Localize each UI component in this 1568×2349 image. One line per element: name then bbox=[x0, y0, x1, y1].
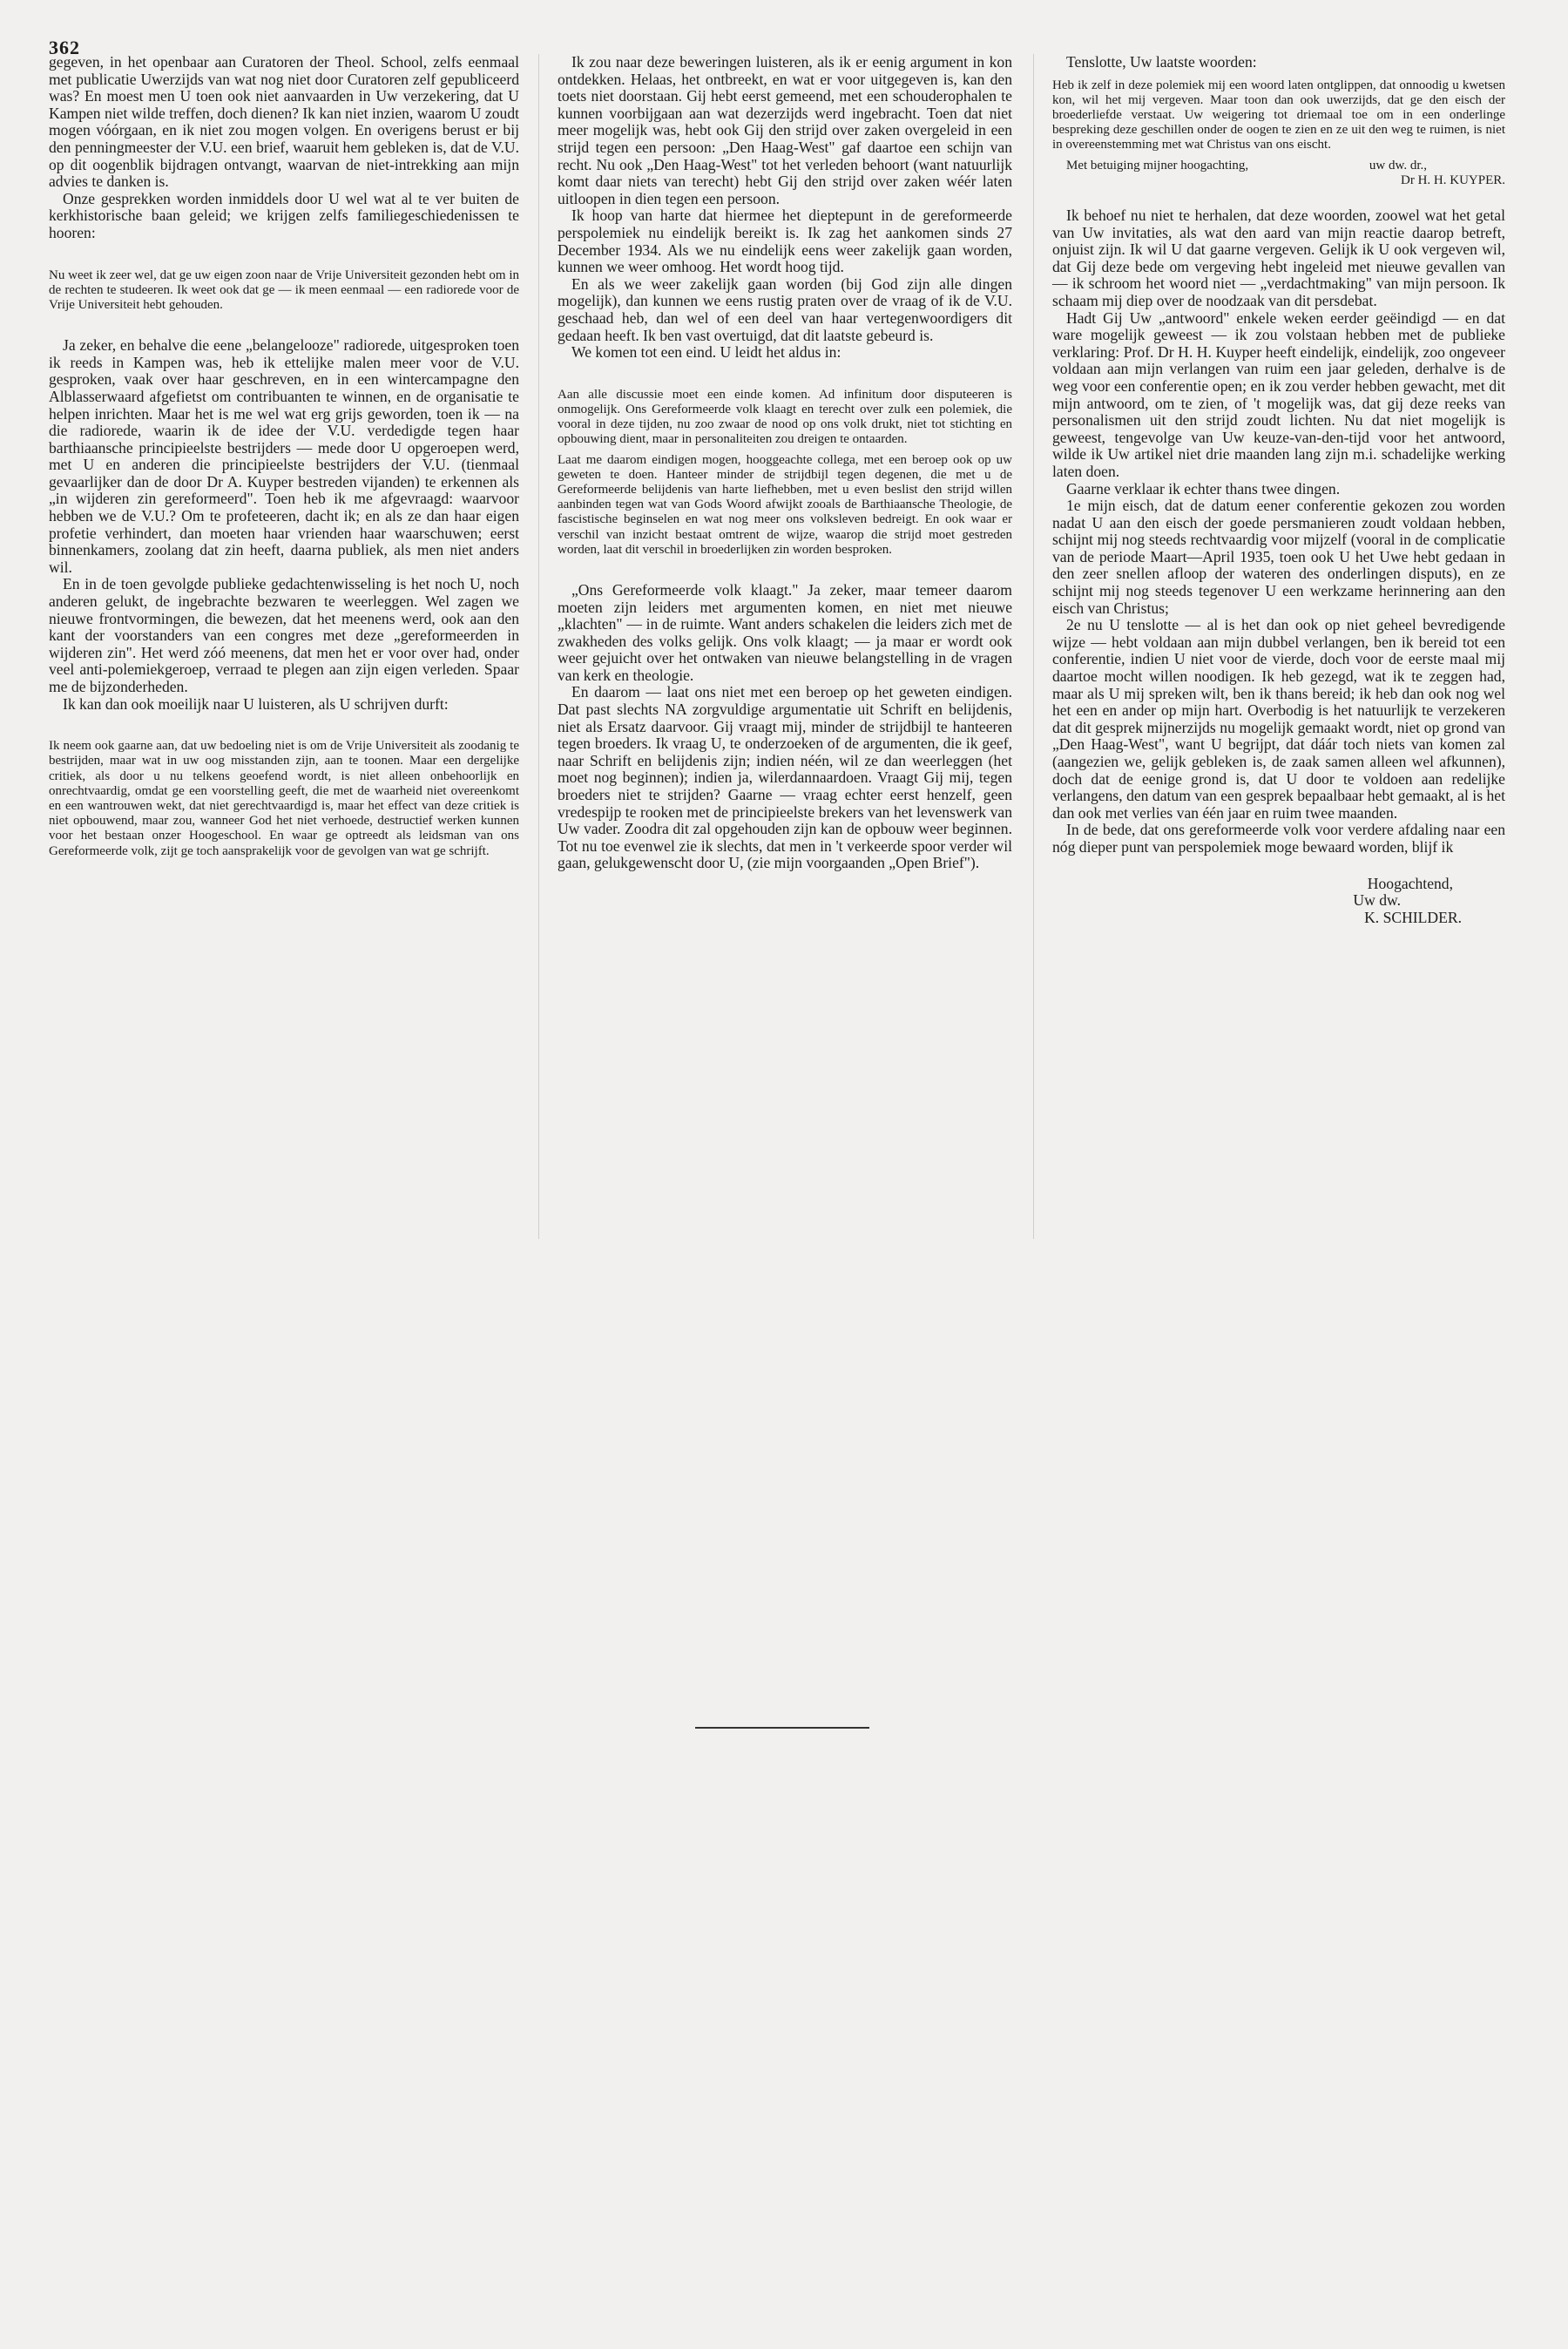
signature-uw: uw dw. dr., bbox=[1369, 158, 1427, 173]
closing-greeting: Hoogachtend, bbox=[1367, 874, 1453, 892]
quoted-signature bbox=[1052, 159, 1505, 188]
paragraph: 2e nu U tenslotte — al is het dan ook op niet geheel bevredigende wijze — hebt voldaan aan mijn dubbel verlangen, ben ik bereid tot een conferentie, indien U niet voor de vierde, doch voor de eerste maal mij daartoe mocht willen noodigen. Ik heb gezegd, wat ik te zeggen had, maar als U mij spreken wilt, ben ik thans bereid; ik heb dan ook nog wel het een en ander op mijn hart. Overbodig is het natuurlijk te verzekeren dat dit gesprek mijnerzijds nu mogelijk gemaakt wordt, niet op grond van „Den Haag-West", want U begrijpt, dat dáár toch niets van komen zal (aangezien we, gelijk gebleken is, de zaak samen alleen wel afkunnen), doch dat de eenige grond is, dat U door te voldoen aan redelijke verlangens, den datum van een gesprek bepaalbaar hebt gemaakt, al is het dan ook met verlies van één jaar en ruim twee maanden. bbox=[1052, 616, 1505, 822]
paragraph: En als we weer zakelijk gaan worden (bij God zijn alle dingen mogelijk), dan kunnen we eens rustig praten over de vraag of ik de V.U. geschaad heb, dan wel of een deel van haar vertegenwoordigers dit gedaan heeft. Ik ben vast overtuigd, dat dit laatste gebeurd is. bbox=[558, 274, 1012, 344]
paragraph: En in de toen gevolgde publieke gedachtenwisseling is het noch U, noch anderen gelukt, de ingebrachte bezwaren te weerleggen. Wel zagen we nieuwe frontvormingen, die bewezen, dat het meenens werd, ook aan den kant der voorstanders van een congres met deze „gereformeerden in wijderen zin". Het werd zóó meenens, dat men het er voor over had, onder veel anti-polemiekgeroep, verraad te plegen aan zijn eigen verleden. Spaar me de bijzonderheden. bbox=[49, 575, 519, 696]
column-left bbox=[49, 54, 519, 864]
column-middle bbox=[558, 54, 1012, 872]
column-divider bbox=[538, 54, 539, 1239]
quotation: Ik neem ook gaarne aan, dat uw bedoeling niet is om de Vrije Universiteit als zoodanig te bestrijden, maar wat in uw oog misstanden zijn, aan te toonen. Maar een dergelijke critiek, als door u nu telkens geoefend wordt, is niet alleen onbehoorlijk en onrechtvaardig, omdat ge een voorstelling geeft, die met de waarheid niet overeenkomt en een wantrouwen wekt, dat niet gerechtvaardigd is, maar het effect van deze critiek is niet opbouwend, maar zou, wanneer God het niet verhoede, destructief werken kunnen voor het bestaan onzer Hoogeschool. En waar ge optreedt als leidsman van ons Gereformeerde volk, zijt ge toch aansprakelijk voor de gevolgen van wat ge schrijft. bbox=[49, 739, 519, 858]
paragraph: In de bede, dat ons gereformeerde volk voor verdere afdaling naar een nóg dieper punt van perspolemiek moge bewaard worden, blijf ik bbox=[1052, 821, 1505, 856]
paragraph: Ja zeker, en behalve die eene „belangelooze" radiorede, uitgesproken toen ik reeds in Kampen was, heb ik ettelijke malen meer voor de V.U. gesproken, vaak over haar geschreven, en in een wintercampagne den Alblasserwaard afgefietst om contribuanten te winnen, en de organisatie te helpen inrichten. Maar het is me wel wat erg grijs geworden, toen ik — na die radiorede, waarin ik de idee der V.U. verdedigde tegen haar barthiaansche principieelste bestrijders — mede door U opgeroepen werd, met U en anderen die principieelste bestrijders der V.U. (tienmaal gevaarlijker dan de door Dr A. Kuyper bestreden vijanden) te erkennen als „in wijderen zin gereformeerd". Toen heb ik me afgevraagd: waarvoor hebben we de V.U.? Om te profeteeren, dacht ik; en als ze dan haar eigen profetie verhindert, dan moeten haar vrienden haar waarschuwen; eerst binnenkamers, zoolang dat zin heeft, daarna publiek, als men niet anders wil. bbox=[49, 336, 519, 576]
quotation: Laat me daarom eindigen mogen, hooggeachte collega, met een beroep ook op uw geweten te doen. Hanteer minder de strijdbijl tegen degenen, die met u de Gereformeerde belijdenis van harte liefhebben, met u even beslist den strijd willen aanbinden tegen wat van Gods Woord afwijkt zooals de Barthiaansche Theologie, de fascistische beginselen en wat nog meer ons volksleven bedreigt. En ook waar er verschil van inzicht bestaat omtrent de wijze, waarop die strijd moet gestreden worden, laat dit verschil in broederlijken zin worden besproken. bbox=[558, 452, 1012, 557]
quotation: Aan alle discussie moet een einde komen. Ad infinitum door disputeeren is onmogelijk. Ons Gereformeerde volk klaagt en terecht over zulk een polemiek, die vooral in deze tijden, nu zoo zwaar de nood op ons volk drukt, niet tot stichting en opbouwing dient, maar in personaliteiten zou dreigen te ontaarden. bbox=[558, 387, 1012, 447]
paragraph: Gaarne verklaar ik echter thans twee dingen. bbox=[1066, 479, 1341, 498]
paragraph: We komen tot een eind. U leidt het aldus in: bbox=[571, 343, 841, 362]
paragraph: Ik behoef nu niet te herhalen, dat deze woorden, zoowel wat het getal van Uw invitaties, als wat den aard van mijn reactie daarop betreft, onjuist zijn. Ik wil U dat gaarne vergeven. Gelijk ik U ook vergeven wil, dat Gij deze bede om vergeving hebt ingeleid met nieuwe gevallen van — ik schroom het woord niet — „verdachtmaking" van mijn persoon. Ik schaam mij diep over de noodzaak van dit persdebat. bbox=[1052, 206, 1505, 309]
column-divider bbox=[1033, 54, 1034, 1239]
end-rule bbox=[695, 1727, 869, 1729]
closing-signature bbox=[1052, 876, 1505, 927]
page-number: 362 bbox=[49, 37, 80, 58]
paragraph: Tenslotte, Uw laatste woorden: bbox=[1066, 53, 1257, 71]
paragraph: 1e mijn eisch, dat de datum eener conferentie gekozen zou worden nadat U aan den eisch der goede persmanieren zoudt voldaan hebben, schijnt mij nog steeds rechtvaardig voor mijzelf (vooral in de complicatie van de periode Maart—April 1935, toen ook U het Uwe hebt gedaan in den zeer snellen afloop der wateren des onderlingen disputs), en ze schijnt mij nog steeds tegenover U een werkzame herinnering aan den eisch van Christus; bbox=[1052, 497, 1505, 617]
quotation: Nu weet ik zeer wel, dat ge uw eigen zoon naar de Vrije Universiteit gezonden hebt om in de rechten te studeeren. Ik weet ook dat ge — ik meen eenmaal — een radiorede voor de Vrije Universiteit hebt gehouden. bbox=[49, 267, 519, 312]
paragraph: „Ons Gereformeerde volk klaagt." Ja zeker, maar temeer daarom moeten zijn leiders met argumenten komen, en niet met nieuwe „klachten" — in de ruimte. Want anders schakelen die leiders zich met de zwakheden des volks gelijk. Ons volk klaagt; — ja maar er wordt ook weer gejuicht over het ontwaken van nieuwe belangstelling in de vragen van kerk en theologie. bbox=[558, 580, 1012, 684]
closing-name: K. SCHILDER. bbox=[1364, 908, 1462, 926]
quotation: Heb ik zelf in deze polemiek mij een woord laten ontglippen, dat onnoodig u kwetsen kon, wil het mij vergeven. Maar toon dan ook uwerzijds, dat ge den eisch der broederliefde verstaat. Uw weigering tot driemaal toe om in een onderlinge bespreking deze geschillen onder de oogen te zien en ze uit den weg te ruimen, is niet in overeenstemming met wat Christus van ons eischt. bbox=[1052, 78, 1505, 152]
signature-greeting: Met betuiging mijner hoogachting, bbox=[1066, 158, 1249, 173]
closing-uw: Uw dw. bbox=[1353, 891, 1401, 910]
column-right bbox=[1052, 54, 1505, 926]
signature-name: Dr H. H. KUYPER. bbox=[1401, 173, 1505, 187]
paragraph: gegeven, in het openbaar aan Curatoren der Theol. School, zelfs eenmaal met publicatie Uwerzijds van wat nog niet door Curatoren zelf gepubliceerd was? En moest men U toen ook niet aanvaarden in Uw verzekering, dat U Kampen niet wilde treffen, doch dienen? Ik kan niet inzien, waarom U zoudt mogen vóórgaan, en ik niet zou mogen volgen. En overigens berust er bij den penningmeester der V.U. een brief, waaruit hem gebleken is, dat de V.U. op dit oogenblik bijdragen ontvangt, waarvan de niet-intrekking aan mijn advies te danken is. bbox=[49, 53, 520, 191]
paragraph: Ik hoop van harte dat hiermee het dieptepunt in de gereformeerde perspolemiek nu eindelijk bereikt is. Ik zag het aankomen sinds 27 December 1934. Als we nu eindelijk eens weer zakelijk gaan worden, kunnen we weer omhoog. Het wordt hoog tijd. bbox=[558, 206, 1012, 276]
paragraph: Onze gesprekken worden inmiddels door U wel wat al te ver buiten de kerkhistorische baan geleid; we krijgen zelfs familiegeschiedenissen te hooren: bbox=[49, 189, 519, 241]
paragraph: Ik kan dan ook moeilijk naar U luisteren, als U schrijven durft: bbox=[63, 694, 449, 713]
paragraph: Ik zou naar deze beweringen luisteren, als ik er eenig argument in kon ontdekken. Helaas, het ontbreekt, en wat er voor uitgegeven is, kan den toets niet doorstaan. Gij hebt eerst gemeend, met een schouderophalen te kunnen voorbijgaan aan wat dezerzijds werd ingebracht. Toen dat niet meer mogelijk was, hebt ook Gij den strijd over zaken overgeleid in een strijd tegen een persoon: „Den Haag-West" gaf daartoe een schijn van recht. Nu ook „Den Haag-West" tot het verleden behoort (want natuurlijk komt daar niets van terecht) hebt Gij den strijd over zaken wéér laten uitloopen in dien tegen een persoon. bbox=[558, 53, 1012, 207]
paragraph: En daarom — laat ons niet met een beroep op het geweten eindigen. Dat past slechts NA zorgvuldige argumentatie uit Schrift en belijdenis, niet als Ersatz daarvoor. Gij vraagt mij, minder de strijdbijl te hanteeren tegen broeders. Ik vraag U, te onderzoeken of de argumenten, die ik geef, naar Schrift en belijdenis zijn; indien néén, wil ze dan weerleggen (het moet nog beginnen); indien ja, wilerdannaardoen. Vraagt Gij mij, tegen broeders niet te strijden? Gaarne — vraag echter eerst henzelf, geen vredespijp te rooken met de principieelste brekers van het levenswerk van Uw vader. Zoodra dit zal opgehouden zijn kan de opbouw weer beginnen. Tot nu toe evenwel zie ik slechts, dat men in 't verkeerde spoor verder wil gaan, gelukgewenscht door U, (zie mijn voorgaanden „Open Brief"). bbox=[558, 683, 1012, 872]
paragraph: Hadt Gij Uw „antwoord" enkele weken eerder geëindigd — en dat ware mogelijk geweest — ik zou volstaan hebben met de publieke verklaring: Prof. Dr H. H. Kuyper heeft eindelijk, eindelijk, zoo ongeveer voldaan aan mijn verlangen van ruim een jaar geleden, derhalve is de weg voor een conferentie open; en ik zou verder hebben gewacht, met dit mijn antwoord, om te zien, of 't mogelijk was, dat gij deze reeks van personalismen uit den strijd zoudt lichten. Nu dat niet mogelijk is geweest, tengevolge van Uw keuze-van-den-tijd voor het antwoord, wilde ik Uw artikel niet drie maanden lang zijn m.i. schadelijke werking laten doen. bbox=[1052, 308, 1505, 480]
